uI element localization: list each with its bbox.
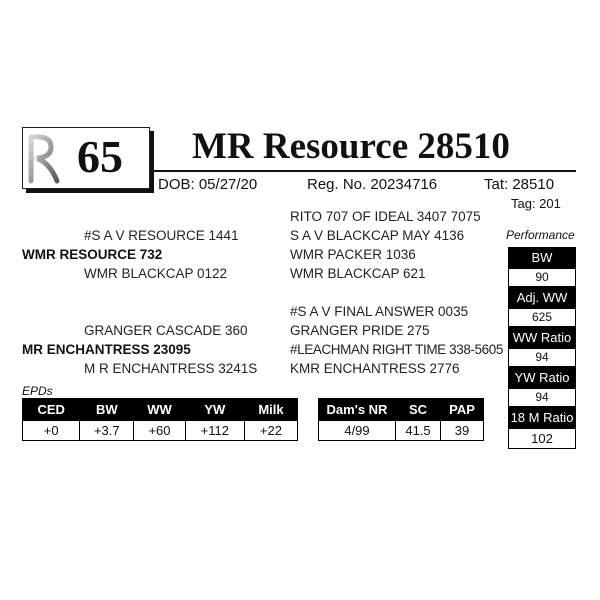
- epd-value-ww: +60: [134, 421, 186, 441]
- animal-name-title: MR Resource 28510: [192, 126, 510, 167]
- epd-header-ww: WW: [134, 399, 186, 421]
- performance-label: Performance: [506, 228, 575, 242]
- performance-value-adj-ww: 625: [508, 309, 576, 327]
- dam-stats-header-nr: Dam's NR: [319, 399, 396, 421]
- pedigree-dam: MR ENCHANTRESS 23095: [22, 342, 191, 357]
- epd-header-bw: BW: [80, 399, 134, 421]
- lot-number: 65: [77, 131, 123, 182]
- breeder-logo-icon: [27, 131, 61, 185]
- performance-header-adj-ww: Adj. WW: [508, 287, 576, 309]
- epd-value-bw: +3.7: [80, 421, 134, 441]
- dam-stats-value-row: [319, 421, 484, 441]
- epds-label: EPDs: [22, 384, 53, 398]
- pedigree-sire-dam-sire: WMR PACKER 1036: [290, 247, 416, 262]
- dam-stats-header-pap: PAP: [441, 399, 484, 421]
- pedigree-sire-sire-dam: S A V BLACKCAP MAY 4136: [290, 228, 465, 243]
- pedigree-sire: WMR RESOURCE 732: [22, 247, 163, 262]
- pedigree-sire-dam: WMR BLACKCAP 0122: [84, 266, 228, 281]
- pedigree-dam-sire-dam: GRANGER PRIDE 275: [290, 323, 430, 338]
- tattoo-text: Tat: 28510: [484, 176, 555, 193]
- dam-stats-table: [318, 398, 484, 441]
- epd-table: [22, 398, 298, 441]
- pedigree-dam-dam-sire: #LEACHMAN RIGHT TIME 338-5605: [290, 342, 503, 357]
- epd-value-milk: +22: [244, 421, 297, 441]
- pedigree-dam-dam-dam: KMR ENCHANTRESS 2776: [290, 361, 460, 376]
- performance-value-bw: 90: [508, 269, 576, 287]
- title-underline: [150, 170, 576, 172]
- epd-value-row: [23, 421, 298, 441]
- performance-value-18m-ratio: 102: [508, 429, 576, 449]
- performance-header-yw-ratio: YW Ratio: [508, 367, 576, 389]
- epd-header-ced: CED: [23, 399, 80, 421]
- dam-stats-header-row: [319, 399, 484, 421]
- dam-stats-value-nr: 4/99: [319, 421, 396, 441]
- dob-text: DOB: 05/27/20: [158, 176, 258, 193]
- pedigree-dam-sire-sire: #S A V FINAL ANSWER 0035: [290, 304, 469, 319]
- pedigree-dam-dam: M R ENCHANTRESS 3241S: [84, 361, 258, 376]
- epd-value-yw: +112: [185, 421, 244, 441]
- dam-stats-header-sc: SC: [396, 399, 441, 421]
- performance-header-bw: BW: [508, 247, 576, 269]
- performance-value-ww-ratio: 94: [508, 349, 576, 367]
- dam-stats-value-pap: 39: [441, 421, 484, 441]
- tag-text: Tag: 201: [511, 196, 561, 211]
- performance-header-18m-ratio: 18 M Ratio: [508, 407, 576, 429]
- performance-panel: [508, 247, 576, 449]
- epd-header-row: [23, 399, 298, 421]
- registration-number: Reg. No. 20234716: [307, 176, 438, 193]
- performance-value-yw-ratio: 94: [508, 389, 576, 407]
- pedigree-dam-sire: GRANGER CASCADE 360: [84, 323, 248, 338]
- epd-value-ced: +0: [23, 421, 80, 441]
- pedigree-sire-dam-dam: WMR BLACKCAP 621: [290, 266, 426, 281]
- pedigree-sire-sire: #S A V RESOURCE 1441: [84, 228, 239, 243]
- epd-header-yw: YW: [185, 399, 244, 421]
- dam-stats-value-sc: 41.5: [396, 421, 441, 441]
- epd-header-milk: Milk: [244, 399, 297, 421]
- pedigree-sire-sire-sire: RITO 707 OF IDEAL 3407 7075: [290, 209, 481, 224]
- performance-header-ww-ratio: WW Ratio: [508, 327, 576, 349]
- lot-number-box: [22, 127, 150, 189]
